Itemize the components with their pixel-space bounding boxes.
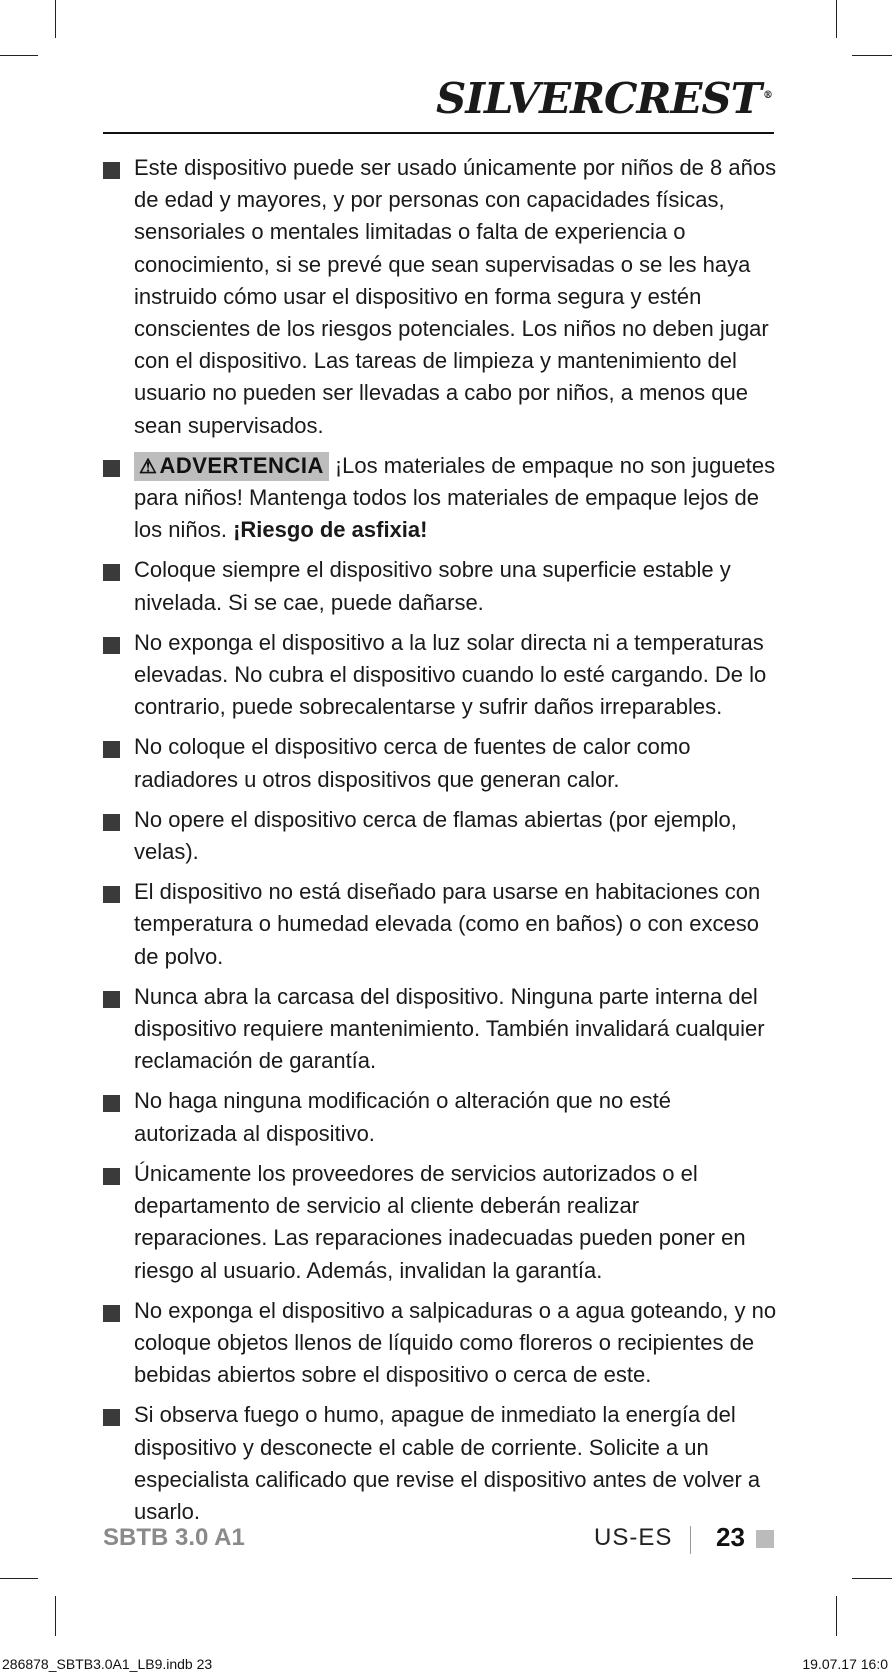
crop-mark: [0, 55, 38, 56]
bullet-square-icon: [103, 991, 120, 1008]
item-text: No coloque el dispositivo cerca de fuentes de calor como radiadores u otros dispositivos que generan calor.: [134, 734, 691, 792]
item-text: No exponga el dispositivo a salpicaduras o a agua goteando, y no coloque objetos llenos de líquido como floreros o recipientes de bebidas abiertos sobre el dispositivo o cerca de este.: [134, 1297, 777, 1388]
registered-mark: ®: [763, 90, 772, 101]
list-item-warning: [103, 450, 778, 547]
crop-mark: [852, 55, 892, 56]
item-text: Únicamente los proveedores de servicios autorizados o el departamento de servicio al cliente deberán realizar reparaciones. Las reparaciones inadecuadas pueden poner en riesgo al usuario. Además, invalidan la garantía.: [134, 1160, 746, 1283]
bullet-square-icon: [103, 460, 120, 477]
footer-model: SBTB 3.0 A1: [103, 1524, 245, 1551]
list-item: [103, 876, 778, 973]
asphyxia-risk-text: ¡Riesgo de asfixia!: [233, 517, 428, 543]
brand-logo: [436, 74, 772, 123]
warning-triangle-icon: ⚠: [139, 455, 158, 478]
bullet-square-icon: [103, 814, 120, 831]
header-rule: [103, 132, 774, 134]
bullet-square-icon: [103, 1305, 120, 1322]
print-slug-date: 19.07.17 16:0: [802, 1656, 888, 1672]
list-item: [103, 627, 778, 724]
page-number: 23: [716, 1522, 745, 1552]
list-item: [103, 1295, 778, 1392]
warning-badge: [134, 452, 329, 481]
list-item: [103, 554, 778, 618]
crop-mark: [55, 1596, 56, 1636]
item-text: No exponga el dispositivo a la luz solar directa ni a temperaturas elevadas. No cubra el dispositivo cuando lo esté cargando. De lo contrario, puede sobrecalentarse y sufrir daños irreparables.: [134, 629, 767, 720]
item-text: No haga ninguna modificación o alteración que no esté autorizada al dispositivo.: [134, 1088, 671, 1146]
safety-list: [103, 152, 778, 1536]
bullet-square-icon: [103, 1409, 120, 1426]
item-text: El dispositivo no está diseñado para usarse en habitaciones con temperatura o humedad elevada (como en baños) o con exceso de polvo.: [134, 879, 761, 969]
item-text: No opere el dispositivo cerca de flamas abiertas (por ejemplo, velas).: [134, 806, 737, 865]
bullet-square-icon: [103, 741, 120, 758]
item-text: ¡Los materiales de empaque no son juguetes para niños! Mantenga todos los materiales de empaque lejos de los niños.: [134, 452, 776, 543]
crop-mark: [852, 1578, 892, 1579]
page-marker-icon: [756, 1530, 774, 1548]
list-item: [103, 1085, 778, 1149]
crop-mark: [0, 1578, 38, 1579]
item-text: Coloque siempre el dispositivo sobre una superficie estable y nivelada. Si se cae, puede dañarse.: [134, 557, 731, 615]
item-text: Nunca abra la carcasa del dispositivo. Ninguna parte interna del dispositivo requiere mantenimiento. También invalidará cualquier reclamación de garantía.: [134, 983, 765, 1074]
list-item: [103, 731, 778, 795]
item-text: Si observa fuego o humo, apague de inmediato la energía del dispositivo y desconecte el cable de corriente. Solicite a un especialista calificado que revise el dispositivo antes de volver a usarlo.: [134, 1402, 761, 1524]
brand-name: SILVERCREST: [436, 74, 761, 123]
crop-mark: [836, 0, 837, 38]
bullet-square-icon: [103, 162, 120, 179]
footer-divider: [690, 1526, 691, 1554]
bullet-square-icon: [103, 1095, 120, 1112]
bullet-square-icon: [103, 1168, 120, 1185]
list-item: [103, 152, 778, 442]
crop-mark: [836, 1596, 837, 1636]
item-text: Este dispositivo puede ser usado únicamente por niños de 8 años de edad y mayores, y por personas con capacidades físicas, sensoriales o mentales limitadas o falta de experiencia o conocimiento, si se prevé que sean supervisadas o se les haya instruido cómo usar el dispositivo en forma segura y estén conscientes de los riesgos potenciales. Los niños no deben jugar con el dispositivo. Las tareas de limpieza y mantenimiento del usuario no pueden ser llevadas a cabo por niños, a menos que sean supervisados.: [134, 155, 777, 438]
footer-language: US-ES: [594, 1524, 673, 1551]
bullet-square-icon: [103, 886, 120, 903]
list-item: [103, 981, 778, 1078]
list-item: [103, 804, 778, 868]
print-slug-file: 286878_SBTB3.0A1_LB9.indb 23: [2, 1656, 213, 1672]
crop-mark: [55, 0, 56, 38]
bullet-square-icon: [103, 564, 120, 581]
list-item: [103, 1399, 778, 1528]
bullet-square-icon: [103, 637, 120, 654]
warning-label: ADVERTENCIA: [159, 452, 324, 478]
list-item: [103, 1158, 778, 1287]
